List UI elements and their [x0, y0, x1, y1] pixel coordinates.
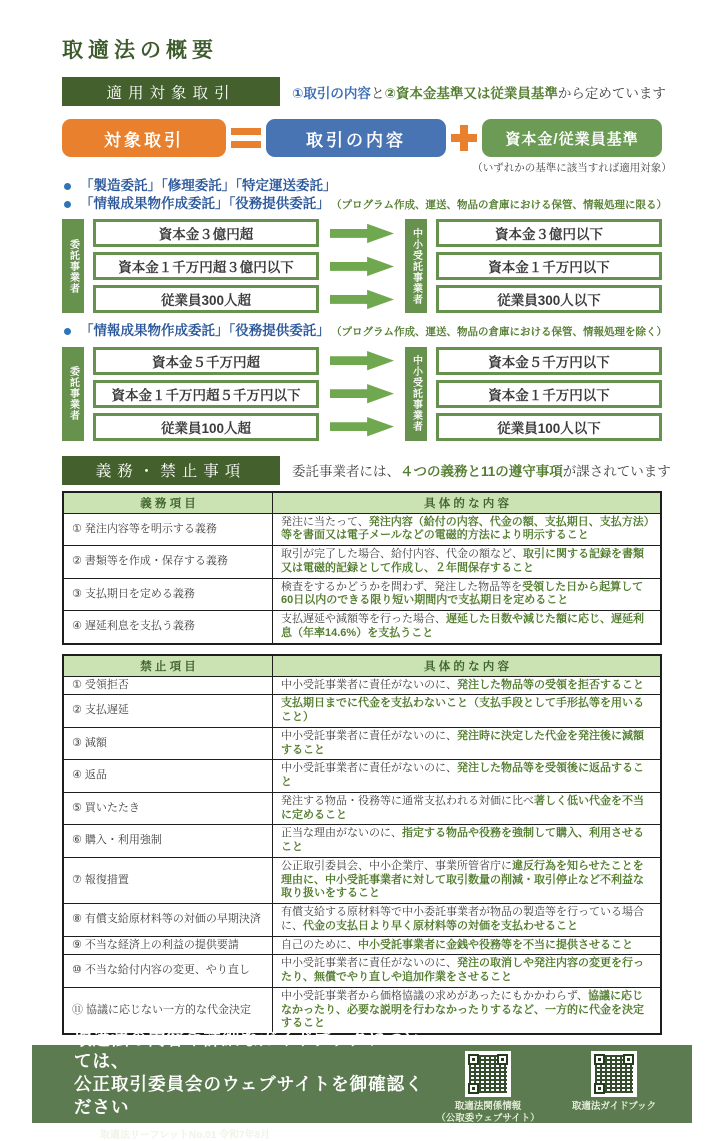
- criteria-cell: 資本金３億円超: [93, 219, 319, 247]
- detail-emphasis: 支払期日までに代金を支払わないこと（支払手段として手形払等を用いること）: [281, 697, 644, 724]
- footer-line1: 取適法の内容や詳細なガイドブックについては、: [74, 1028, 423, 1072]
- table-row: [63, 578, 661, 611]
- detail-emphasis: 発注時に決定した代金を発注後に減額すること: [281, 729, 644, 756]
- qr-area: [434, 1043, 668, 1126]
- criteria-cell: 資本金１千万円以下: [436, 252, 662, 280]
- obligation-item: ① 発注内容等を明示する義務: [63, 513, 273, 546]
- detail-emphasis: 発注内容（給付の内容、代金の額、支払期日、支払方法）等を書面又は電子メールなどの電磁的方法により明示すること: [281, 515, 650, 542]
- detail-emphasis: 発注の取消しや発注内容の変更を行ったり、無償でやり直しや追加作業をさせること: [281, 957, 644, 984]
- detail-text: 中小受託事業者に責任がないのに、: [281, 957, 457, 970]
- table-header-row: [63, 655, 661, 677]
- qr-label: [572, 1101, 656, 1113]
- detail-text: 支払遅延や減額等を行った場合、: [281, 613, 446, 626]
- table-row: [63, 857, 661, 903]
- table-row: [63, 760, 661, 793]
- footer-banner: [32, 1028, 692, 1141]
- detail-emphasis: 受領した日から起算して60日以内のできる限り短い期間内で支払期日を定めること: [281, 580, 644, 607]
- prohibition-detail: [273, 955, 662, 988]
- obligation-detail: [273, 513, 662, 546]
- criteria-footnote: （いずれかの基準に該当すれば適用対象）: [472, 162, 672, 174]
- target-transaction-box: 対象取引: [62, 119, 226, 157]
- bullet-note: （プログラム作成、運送、物品の倉庫における保管、情報処理に限る）: [331, 199, 667, 212]
- detail-emphasis: 代金の支払日より早く原材料等の対価を支払わせること: [303, 919, 578, 932]
- table-header-row: [63, 492, 661, 514]
- criteria-cell: 資本金３億円以下: [436, 219, 662, 247]
- qr-finder-icon: [623, 1054, 634, 1065]
- right-arrow-icon: [330, 350, 394, 372]
- table-row: [63, 792, 661, 825]
- detail-text: 発注する物品・役務等に通常支払われる対価に比べ: [281, 794, 534, 807]
- detail-text: 発注に当たって、: [281, 515, 369, 528]
- obligation-item: ③ 支払期日を定める義務: [63, 578, 273, 611]
- criteria-comparison-1: [62, 219, 662, 313]
- capital-employee-criteria-box: 資本金/従業員基準: [482, 119, 662, 157]
- right-arrow-icon: [330, 222, 394, 244]
- subtitle-tail: から定めています: [557, 85, 666, 101]
- prohibition-detail: [273, 904, 662, 937]
- criteria-cell: 従業員100人超: [93, 413, 319, 441]
- qr-label-line: （公取委ウェブサイト）: [436, 1113, 540, 1125]
- prohibition-item: ⑧ 有償支給原材料等の対価の早期決済: [63, 904, 273, 937]
- leaflet-number: 取適法リーフレットNo.01 令和7年8月: [100, 1129, 271, 1141]
- detail-text: 公正取引委員会、中小企業庁、事業所管省庁に: [281, 859, 512, 872]
- bullet-icon: [64, 183, 71, 190]
- table-row: [63, 676, 661, 695]
- footer-text: [74, 1028, 434, 1141]
- consignor-vertical-label: 委託事業者: [62, 347, 84, 441]
- obligation-detail: [273, 611, 662, 644]
- prohibition-detail: [273, 727, 662, 760]
- prohibition-item: ⑤ 買いたたき: [63, 792, 273, 825]
- list-item: [62, 177, 662, 195]
- plus-icon: [451, 125, 477, 151]
- detail-emphasis: 取引に関する記録を書類又は電磁的記録として作成し、２年間保存すること: [281, 548, 644, 574]
- section1-subtitle: [292, 82, 666, 102]
- criteria-cell: 従業員300人以下: [436, 285, 662, 313]
- prohibitions-table: [62, 654, 662, 1036]
- page-title: 取適法の概要: [62, 39, 218, 62]
- section2-banner: 義務・禁止事項: [62, 456, 280, 485]
- equals-icon: [231, 127, 261, 149]
- criteria-cell: 資本金５千万円超: [93, 347, 319, 375]
- bullet-icon: [64, 328, 71, 335]
- applicability-formula: [62, 118, 672, 174]
- column-header-detail: 具 体 的 な 内 容: [273, 492, 662, 514]
- qr-code-guidebook-icon: [591, 1051, 637, 1097]
- prohibition-item: ④ 返品: [63, 760, 273, 793]
- table-row: [63, 727, 661, 760]
- detail-text: 取引が完了した場合、給付内容、代金の額など、: [281, 548, 523, 561]
- right-arrow-icon: [330, 416, 394, 438]
- prohibition-detail: [273, 936, 662, 955]
- qr-code-related-info-icon: [465, 1051, 511, 1097]
- column-header-detail: 具 体 的 な 内 容: [273, 655, 662, 677]
- list-item: [62, 195, 667, 213]
- section2-header: [62, 456, 671, 485]
- detail-emphasis: 指定する物品や役務を強制して購入、利用させること: [281, 827, 644, 854]
- obligations-table: [62, 491, 662, 645]
- prohibition-detail: [273, 676, 662, 695]
- criteria-box-wrap: [472, 119, 672, 174]
- prohibition-item: ⑨ 不当な経済上の利益の提供要請: [63, 936, 273, 955]
- transaction-content-box: 取引の内容: [266, 119, 446, 157]
- prohibition-detail: [273, 825, 662, 858]
- detail-text: 正当な理由がないのに、: [281, 827, 402, 840]
- bullet-icon: [64, 201, 71, 208]
- detail-text: 有償支給する原材料等で中小委託事業者が物品の製造等を行っている場合に、: [281, 906, 644, 932]
- qr-label-line: 取適法ガイドブック: [571, 1100, 657, 1112]
- prohibition-item: ① 受領拒否: [63, 676, 273, 695]
- criteria-cell: 資本金１千万円超５千万円以下: [93, 380, 319, 408]
- prohibition-item: ⑪ 協議に応じない一方的な代金決定: [63, 987, 273, 1034]
- criteria-cell: 資本金１千万円以下: [436, 380, 662, 408]
- group1-bullets: [62, 177, 667, 213]
- sme-subcontractor-vertical-label: 中小受託事業者: [405, 347, 427, 441]
- prohibition-item: ⑦ 報復措置: [63, 857, 273, 903]
- subtitle-highlight: ４つの義務と11の遵守事項: [400, 464, 563, 480]
- qr-finder-icon: [594, 1054, 605, 1065]
- obligation-item: ② 書類等を作成・保存する義務: [63, 546, 273, 579]
- section1-header: [62, 77, 666, 106]
- qr-block-related-info: [434, 1051, 542, 1126]
- qr-finder-icon: [594, 1083, 605, 1094]
- detail-text: 中小受託事業者に責任がないのに、: [281, 762, 457, 775]
- subtitle-criteria-highlight: ②資本金基準又は従業員基準: [384, 85, 558, 101]
- bullet-text: 「情報成果物作成委託」「役務提供委託」: [80, 323, 330, 339]
- qr-finder-icon: [468, 1083, 479, 1094]
- sme-subcontractor-vertical-label: 中小受託事業者: [405, 219, 427, 313]
- table-row: [63, 513, 661, 546]
- subtitle-prefix: 委託事業者には、: [292, 464, 400, 480]
- criteria-cell: 従業員100人以下: [436, 413, 662, 441]
- qr-label-line: 取適法関係情報: [454, 1100, 522, 1112]
- detail-text: 中小受託事業者から価格協議の求めがあったにもかかわらず、: [281, 989, 589, 1002]
- detail-text: 検査をするかどうかを問わず、発注した物品等を: [281, 580, 523, 593]
- prohibition-item: ③ 減額: [63, 727, 273, 760]
- prohibition-item: ⑥ 購入・利用強制: [63, 825, 273, 858]
- table-row: [63, 546, 661, 579]
- section2-subtitle: [292, 460, 671, 480]
- list-item: [62, 322, 667, 340]
- obligation-detail: [273, 546, 662, 579]
- detail-emphasis: 違反行為を知らせたことを理由に、中小受託事業者に対して取引数量の削減・取引停止など不利益な取り扱いをすること: [281, 859, 644, 900]
- qr-block-guidebook: [560, 1051, 668, 1113]
- prohibition-detail: [273, 792, 662, 825]
- table-row: [63, 936, 661, 955]
- right-arrow-icon: [330, 383, 394, 405]
- criteria-cell: 資本金５千万円以下: [436, 347, 662, 375]
- table-row: [63, 611, 661, 644]
- right-arrow-icon: [330, 255, 394, 277]
- right-arrow-icon: [330, 288, 394, 310]
- detail-text: 中小受託事業者に責任がないのに、: [281, 729, 457, 742]
- prohibition-item: ② 支払遅延: [63, 695, 273, 728]
- detail-emphasis: 発注した物品等を受領後に返品すること: [281, 762, 644, 789]
- subtitle-content-highlight: ①取引の内容: [292, 85, 371, 101]
- prohibition-detail: [273, 857, 662, 903]
- detail-emphasis: 協議に応じなかったり、必要な説明を行わなかったりするなど、一方的に代金を決定すること: [281, 989, 644, 1030]
- bullet-note: （プログラム作成、運送、物品の倉庫における保管、情報処理を除く）: [331, 326, 667, 339]
- detail-emphasis: 遅延した日数や減じた額に応じ、遅延利息（年率14.6%）を支払うこと: [281, 613, 644, 639]
- table-row: [63, 955, 661, 988]
- detail-emphasis: 中小受託事業者に金銭や役務等を不当に提供させること: [358, 938, 633, 951]
- table-row: [63, 825, 661, 858]
- obligation-detail: [273, 578, 662, 611]
- column-header-prohibition: 禁 止 項 目: [63, 655, 273, 677]
- criteria-cell: 資本金１千万円超３億円以下: [93, 252, 319, 280]
- footer-line2: 公正取引委員会のウェブサイトを御確認ください: [74, 1074, 424, 1117]
- subtitle-connector: と: [370, 85, 385, 101]
- table-row: [63, 695, 661, 728]
- criteria-comparison-2: [62, 347, 662, 441]
- prohibition-detail: [273, 695, 662, 728]
- qr-finder-icon: [497, 1054, 508, 1065]
- group2-bullets: [62, 322, 667, 340]
- prohibition-item: ⑩ 不当な給付内容の変更、やり直し: [63, 955, 273, 988]
- detail-emphasis: 発注した物品等の受領を拒否すること: [457, 678, 644, 691]
- subtitle-suffix: が課されています: [562, 464, 671, 480]
- detail-text: 自己のために、: [281, 938, 358, 951]
- detail-emphasis: 著しく低い代金を不当に定めること: [281, 794, 644, 821]
- criteria-cell: 従業員300人超: [93, 285, 319, 313]
- qr-finder-icon: [468, 1054, 479, 1065]
- table-row: [63, 904, 661, 937]
- detail-text: 中小受託事業者に責任がないのに、: [281, 678, 457, 691]
- obligation-item: ④ 遅延利息を支払う義務: [63, 611, 273, 644]
- qr-label: [436, 1101, 539, 1126]
- section1-banner: 適用対象取引: [62, 77, 280, 106]
- column-header-obligation: 義 務 項 目: [63, 492, 273, 514]
- bullet-text: 「情報成果物作成委託」「役務提供委託」: [80, 196, 330, 212]
- bullet-text: 「製造委託」「修理委託」「特定運送委託」: [80, 178, 337, 193]
- prohibition-detail: [273, 760, 662, 793]
- consignor-vertical-label: 委託事業者: [62, 219, 84, 313]
